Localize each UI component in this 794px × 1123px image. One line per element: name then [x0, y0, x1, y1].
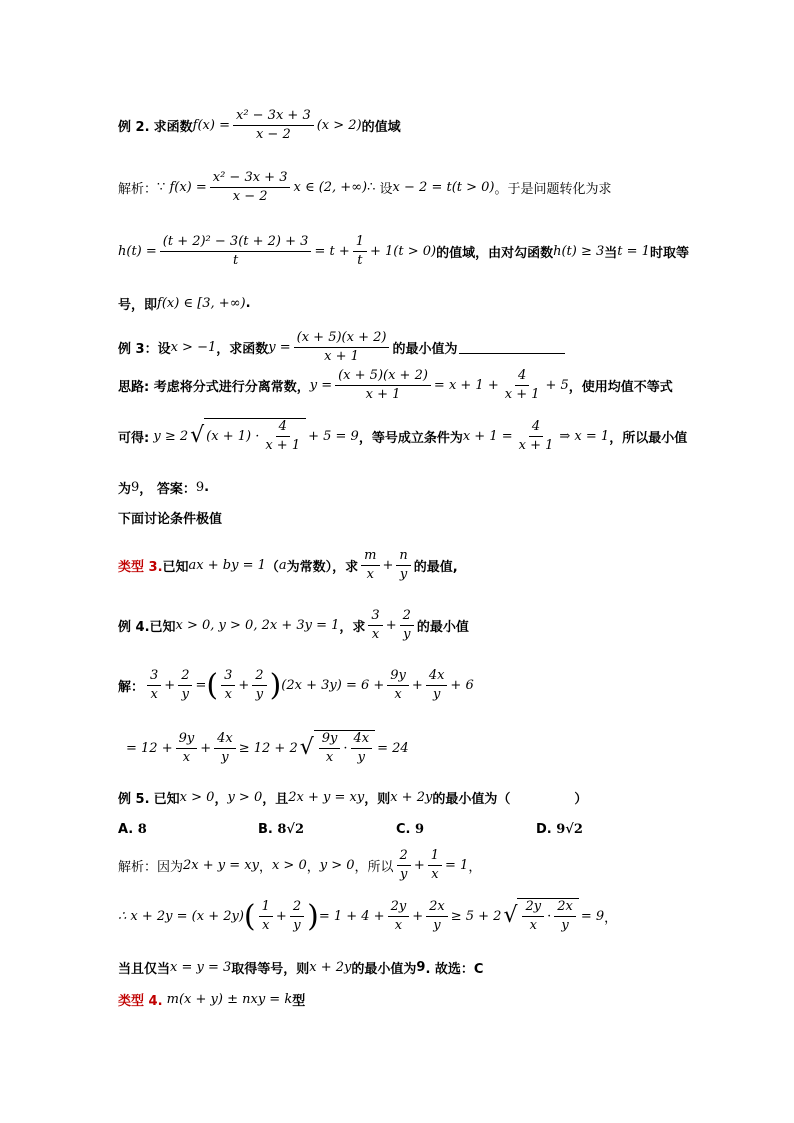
sol4-y3: y	[221, 749, 229, 765]
choice-c-val: 9	[415, 822, 425, 837]
ex3-num: (x + 5)(x + 2)	[294, 330, 390, 348]
type3-plus: +	[382, 558, 394, 573]
sol4-plus-b: +	[238, 678, 250, 693]
sol5-f5	[388, 899, 410, 934]
sol4-f1	[147, 668, 161, 703]
sol5-f6	[426, 899, 448, 934]
ex2-func: f(x) =	[192, 118, 230, 133]
sol2-num: x² − 3x + 3	[210, 170, 291, 188]
sol5-f4	[290, 899, 304, 934]
get3-four: 4	[276, 419, 290, 437]
sol4-three: 3	[147, 668, 161, 686]
sol4-paren-r: )	[269, 668, 282, 703]
ex2-fraction	[233, 108, 314, 143]
sol5-two2: 2	[290, 899, 304, 917]
ex5-target: x + 2y	[390, 790, 433, 805]
sol4-plus3: +	[200, 740, 212, 756]
type3-tail: 的最值,	[413, 560, 458, 575]
get3-den2: x + 1	[518, 437, 554, 453]
sol4-y-b: y	[255, 687, 264, 702]
sol4-f3	[221, 668, 235, 703]
ex4-cond: x > 0, y > 0, 2x + 3y = 1	[175, 618, 340, 633]
ex2-prompt: 求函数	[153, 120, 193, 135]
get3-line	[118, 418, 687, 454]
sol5-r1	[522, 899, 544, 934]
sol5-paren-l: (	[243, 898, 256, 934]
sol5-text: ，所以	[354, 860, 394, 875]
sol5-line3-d: . 故选：C	[425, 962, 484, 977]
because-symbol: ∵	[157, 180, 166, 195]
ex2-line	[118, 108, 401, 143]
sol2-period: .	[245, 296, 251, 311]
sol5-plus: +	[413, 858, 425, 873]
sol5-line2-start: ∴ x + 2y = (x + 2y)	[118, 908, 244, 924]
sol5-e1: 2x + y = xy	[183, 858, 259, 873]
ex2-den: x − 2	[255, 127, 291, 142]
sol4-r2n: 4x	[351, 731, 373, 749]
ex3-label: 例 3：	[118, 342, 158, 357]
sol2-func: f(x) =	[169, 180, 207, 195]
sol5-end: ，	[604, 910, 618, 926]
sol4-two-b: 2	[252, 668, 266, 686]
ex5-line	[118, 788, 587, 807]
ex5-label: 例 5.	[118, 792, 150, 807]
sol4-r1n: 9y	[319, 731, 341, 749]
h-ineq: h(t) ≥ 3	[553, 244, 605, 259]
sol4-y2: y	[432, 687, 441, 702]
type4-tail: 型	[292, 994, 306, 1009]
sol4-r1d: x	[325, 750, 334, 765]
radical-sign: √	[299, 735, 314, 760]
ex3-y: y =	[268, 340, 291, 355]
sol5-line3-a: 当且仅当	[118, 962, 171, 977]
sol4-x2: x	[394, 687, 402, 702]
sol4-y: y	[181, 687, 190, 702]
sol4-line2	[126, 730, 409, 766]
ex5-close: ）	[574, 792, 588, 807]
ex3-set: 设	[157, 342, 171, 357]
sol5-r1n: 2y	[522, 899, 544, 917]
get3-tail: ，所以最小值	[609, 430, 688, 446]
sol2-den: x − 2	[232, 189, 268, 204]
sol2-domain: x ∈ (2, +∞)	[293, 180, 368, 195]
type3-text3: 为常数），求	[286, 560, 359, 575]
sol5-r2	[554, 899, 576, 934]
h-one: 1	[353, 234, 367, 252]
sol2-transform: 。于是问题转化为求	[494, 182, 612, 197]
idea3-fraction	[335, 368, 431, 403]
sol5-target: x + 2y	[309, 960, 352, 975]
sol5-x2: x	[262, 917, 270, 933]
sol5-line3	[118, 958, 483, 977]
sol5-r2d: y	[561, 918, 569, 933]
sol4-x: x	[150, 687, 158, 702]
sol2-line3	[118, 294, 251, 313]
ex5-text1: 已知	[153, 792, 180, 807]
sol4-ge: ≥ 12 + 2	[238, 740, 298, 756]
sol4-f4	[252, 668, 266, 703]
sol4-two: 2	[178, 668, 192, 686]
get3-inner-frac	[262, 419, 303, 454]
choice-a[interactable]	[118, 822, 147, 837]
type3-y: y	[399, 567, 408, 582]
idea3-tail: ，使用均值不等式	[568, 380, 673, 395]
ex3-tail: 的最小值为	[392, 342, 458, 357]
sol4-three-b: 3	[221, 668, 235, 686]
sol4-plus6: + 6	[450, 678, 474, 693]
idea3-four: 4	[515, 368, 529, 386]
therefore-symbol: ∴	[367, 180, 376, 195]
ex4-label: 例 4.	[118, 620, 150, 635]
choice-a-key: A.	[118, 822, 134, 837]
sol2-result: f(x) ∈ [3, +∞)	[157, 296, 246, 311]
h-den: t	[232, 253, 239, 268]
ex4-line	[118, 608, 469, 643]
idea3-den: x + 1	[365, 387, 401, 402]
ex3-prompt: ，求函数	[216, 342, 269, 357]
type4-label: 类型 4.	[118, 994, 163, 1009]
ex2-cond: (x > 2)	[316, 118, 362, 133]
answer-blank	[459, 341, 565, 354]
sol5-label: 解析：因为	[118, 860, 184, 875]
idea3-num: (x + 5)(x + 2)	[335, 368, 431, 386]
get3-four2: 4	[529, 419, 543, 437]
h-t: t	[357, 253, 363, 268]
sol4-plus: +	[164, 678, 176, 693]
h-eq-text: 时取等	[649, 246, 689, 261]
ex4-frac2	[400, 608, 414, 643]
sol4-plus2: +	[411, 678, 423, 693]
sol5-cond: x = y = 3	[170, 960, 232, 975]
sol5-e2: x > 0	[271, 858, 307, 873]
h-one-over-t	[353, 234, 367, 269]
sol5-d2: y	[433, 917, 441, 933]
sol4-four-x2: 4x	[214, 731, 236, 749]
h-end: + 1(t > 0)	[370, 244, 437, 259]
ex5-c3: 2x + y = xy	[288, 790, 365, 805]
choice-d-val: 9√2	[556, 822, 583, 837]
sol5-line3-b: 取得等号，则	[231, 962, 310, 977]
sol5-nine: 9	[416, 960, 426, 975]
sol5-line2	[118, 898, 617, 934]
get3-inner: (x + 1) ·	[206, 429, 260, 444]
choice-a-val: 8	[137, 822, 147, 837]
choice-c[interactable]	[396, 822, 424, 837]
ex4-two: 2	[400, 608, 414, 626]
sol5-r1d: x	[529, 918, 537, 933]
sol2-sub: x − 2 = t(t > 0)	[392, 180, 495, 195]
sol4-dot: ·	[343, 741, 348, 756]
type3-text2: （	[265, 560, 279, 575]
get3-den: x + 1	[265, 438, 301, 453]
sol5-comma2: ，	[306, 860, 320, 875]
ex2-tail: 的值域	[361, 120, 401, 135]
sol5-tail: ，	[468, 860, 482, 875]
sol2-label: 解析：	[118, 182, 158, 197]
sol5-ge: ≥ 5 + 2	[450, 908, 502, 924]
sol4-res: = 24	[377, 740, 409, 756]
h-lhs: h(t) =	[118, 244, 157, 259]
sol4-f7	[176, 731, 198, 766]
ex3-fraction	[294, 330, 390, 365]
sol4-f6	[426, 668, 448, 703]
type3-text1: 已知	[162, 560, 189, 575]
get3-rest: + 5 = 9	[308, 428, 359, 444]
ex5-text3: ，则	[364, 792, 391, 807]
type3-frac-n	[396, 548, 410, 583]
ex5-c2: y > 0	[227, 790, 263, 805]
idea3-y: y =	[309, 378, 333, 393]
sol4-label: 解：	[118, 680, 145, 695]
get3-frac2	[516, 419, 557, 454]
h-num: (t + 2)² − 3(t + 2) + 3	[160, 234, 312, 252]
ans3-dot: .	[204, 480, 210, 495]
sol5-line1	[118, 848, 481, 883]
sol5-line3-c: 的最小值为	[351, 962, 417, 977]
h-when: 当	[604, 246, 618, 261]
sol5-f1	[397, 848, 411, 883]
sol4-x-b: x	[224, 687, 232, 702]
sol2-set: 设	[379, 182, 393, 197]
h-mid: = t +	[314, 244, 350, 259]
get3-eq: x + 1 =	[462, 428, 513, 444]
sol5-y2: y	[293, 917, 301, 933]
sol5-n2: 2x	[426, 899, 448, 917]
sol5-x: x	[431, 867, 439, 882]
ex3-cond: x > −1	[170, 340, 217, 355]
ans3-val2: 9	[195, 480, 205, 495]
choice-d[interactable]	[536, 822, 583, 837]
sol5-plus-b: +	[275, 908, 287, 924]
ex5-comma1: ，	[214, 792, 228, 807]
get3-sqrt	[190, 418, 306, 454]
sol5-comma1: ，	[258, 860, 272, 875]
sol2-line1	[118, 170, 612, 205]
type3-line	[118, 548, 458, 583]
sol5-one: 1	[428, 848, 442, 866]
sol5-mid: = 1 + 4 +	[318, 908, 385, 924]
ex5-tail: 的最小值为（	[432, 792, 511, 807]
type4-line	[118, 990, 305, 1009]
idea3-label: 思路: 考虑将分式进行分离常数，	[118, 380, 310, 395]
get3-implies: ⇒ x = 1	[559, 428, 610, 444]
ex2-label: 例 2.	[118, 120, 150, 135]
type4-expr: m(x + y) ± nxy = k	[166, 992, 293, 1007]
sol2-fraction	[210, 170, 291, 205]
sol4-r2	[351, 731, 373, 766]
h-text: 的值域，由对勾函数	[436, 246, 554, 261]
discuss-heading: 下面讨论条件极值	[118, 512, 223, 527]
sol5-paren-r: )	[307, 898, 319, 934]
choice-b-val: 8√2	[277, 822, 305, 837]
sol4-line1	[118, 668, 474, 703]
radical-sign: √	[190, 423, 205, 448]
sol4-line2-a: = 12 +	[126, 740, 173, 756]
ex3-den: x + 1	[324, 349, 359, 364]
sol4-nine-y2: 9y	[176, 731, 198, 749]
choice-c-key: C.	[396, 822, 411, 837]
radical-sign: √	[503, 903, 518, 928]
type3-n: n	[396, 548, 410, 566]
choice-b-key: B.	[258, 822, 273, 837]
type3-frac-m	[361, 548, 379, 583]
h-t1: t = 1	[617, 244, 650, 259]
sol4-f8	[214, 731, 236, 766]
sol2-line3-text: 号，即	[118, 298, 158, 313]
sol4-four-x: 4x	[426, 668, 448, 686]
sol4-eq: =	[195, 678, 207, 693]
sol4-f5	[387, 668, 409, 703]
sol4-x3: x	[182, 749, 191, 765]
sol5-y: y	[400, 867, 408, 882]
get3-cond-text: ，等号成立条件为	[358, 430, 463, 446]
ex4-x: x	[371, 627, 380, 642]
sol4-times: (2x + 3y) = 6 +	[281, 678, 385, 693]
sol5-r2n: 2x	[554, 899, 576, 917]
sol4-r2d: y	[357, 750, 366, 765]
h-fraction	[160, 234, 312, 269]
ans3-val: 9	[131, 480, 140, 495]
ex4-text1: 已知	[149, 620, 176, 635]
sol4-f2	[178, 668, 192, 703]
sol4-nine-y: 9y	[387, 668, 409, 686]
ex2-num: x² − 3x + 3	[233, 108, 314, 126]
sol2-line2	[118, 234, 689, 269]
sol5-eq1: = 1	[445, 858, 469, 873]
idea3-plus5: + 5	[545, 378, 569, 393]
ex4-plus: +	[385, 618, 397, 633]
get3-label: 可得:	[118, 430, 150, 446]
ex4-three: 3	[368, 608, 382, 626]
sol5-plus-c: +	[412, 908, 424, 924]
sol5-f2	[428, 848, 442, 883]
ex4-text2: ，求	[339, 620, 366, 635]
get3-ineq: y ≥ 2	[153, 428, 189, 444]
ans3-line	[118, 478, 209, 497]
choice-d-key: D.	[536, 822, 552, 837]
ex4-tail: 的最小值	[416, 620, 469, 635]
ans3-text1: 为	[118, 482, 132, 497]
choice-b[interactable]	[258, 822, 304, 837]
sol4-r1	[319, 731, 341, 766]
idea3-line	[118, 368, 673, 403]
ex3-line	[118, 330, 565, 365]
ex4-frac1	[368, 608, 382, 643]
ex5-text2: ，且	[262, 792, 289, 807]
sol5-f3	[259, 899, 273, 934]
sol4-sqrt	[300, 730, 375, 766]
sol5-n1: 2y	[388, 899, 410, 917]
type3-x: x	[366, 567, 374, 582]
type3-m: m	[361, 548, 379, 566]
sol5-d1: x	[394, 917, 403, 933]
type3-expr: ax + by = 1	[188, 558, 266, 573]
ans3-text2: ， 答案：	[139, 482, 196, 497]
sol5-res: = 9	[580, 908, 605, 924]
idea3-eq: = x + 1 +	[433, 378, 499, 393]
idea3-den2: x + 1	[504, 387, 540, 402]
discuss-line	[118, 508, 222, 527]
sol5-one2: 1	[259, 899, 273, 917]
ex5-c1: x > 0	[179, 790, 215, 805]
type3-a: a	[278, 558, 287, 573]
sol5-e3: y > 0	[319, 858, 355, 873]
type3-label: 类型 3.	[118, 560, 163, 575]
idea3-fraction2	[502, 368, 543, 403]
sol5-dot: ·	[547, 909, 552, 924]
sol4-paren-l: (	[206, 668, 219, 703]
sol5-sqrt	[503, 898, 578, 934]
sol5-two: 2	[397, 848, 411, 866]
ex4-y: y	[403, 627, 411, 642]
